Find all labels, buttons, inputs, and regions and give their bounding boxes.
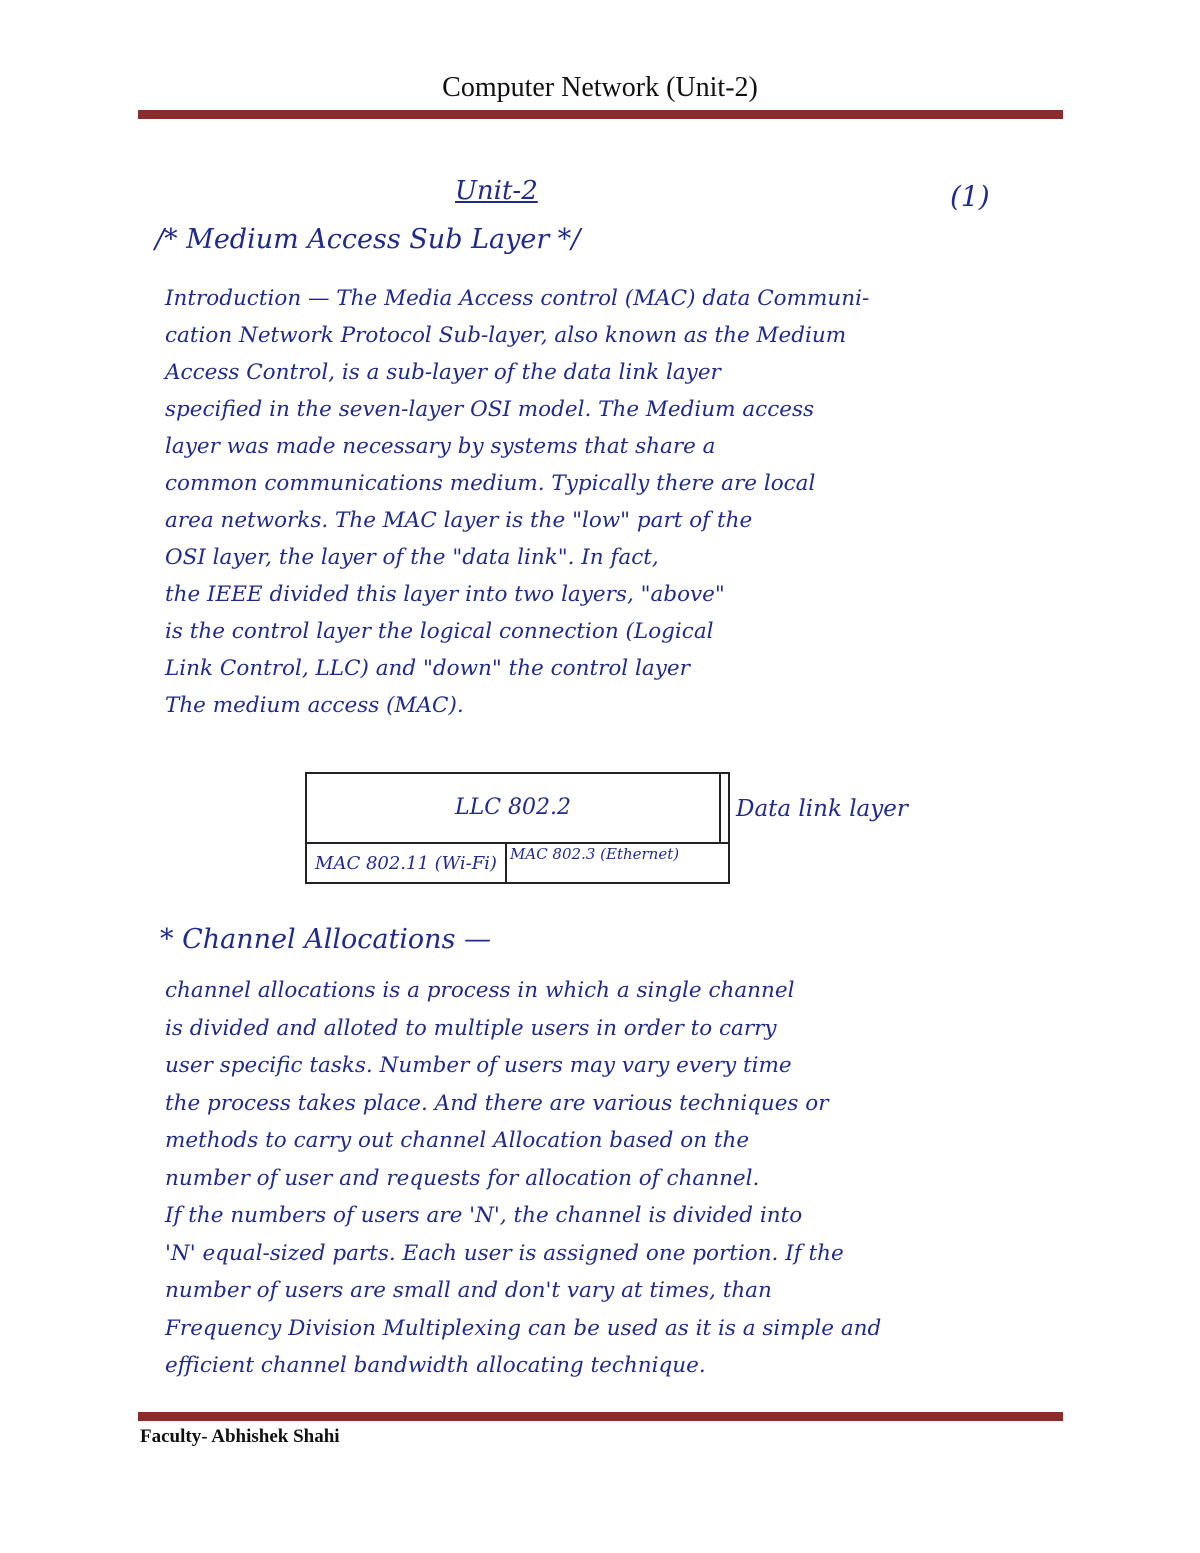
introduction-paragraph	[165, 280, 1065, 724]
text-line: area networks. The MAC layer is the "low" part of the	[165, 508, 753, 533]
text-line: number of users are small and don't vary at times, than	[165, 1278, 772, 1303]
text-line: If the numbers of users are 'N', the channel is divided into	[165, 1203, 803, 1228]
text-line: layer was made necessary by systems that share a	[165, 434, 716, 459]
text-line: is the control layer the logical connection (Logical	[165, 619, 714, 644]
text-line: The medium access (MAC).	[165, 693, 464, 718]
text-line: Link Control, LLC) and "down" the control layer	[165, 656, 690, 681]
text-line: the IEEE divided this layer into two layers, "above"	[165, 582, 725, 607]
text-line: efficient channel bandwidth allocating technique.	[165, 1353, 706, 1378]
section-heading-medium-access: /* Medium Access Sub Layer */	[155, 224, 581, 255]
text-line: Frequency Division Multiplexing can be used as it is a simple and	[165, 1315, 882, 1341]
text-line: specified in the seven-layer OSI model. The Medium access	[165, 397, 815, 422]
text-line: is divided and alloted to multiple users in order to carry	[165, 1015, 777, 1041]
text-line: cation Network Protocol Sub-layer, also known as the Medium	[165, 323, 847, 348]
text-line: methods to carry out channel Allocation based on the	[165, 1128, 750, 1153]
diagram-side-label: Data link layer	[736, 796, 908, 822]
text-line: common communications medium. Typically there are local	[165, 471, 816, 496]
mac-ethernet-cell: MAC 802.3 (Ethernet)	[510, 845, 680, 863]
mac-wifi-cell: MAC 802.11 (Wi-Fi)	[307, 844, 507, 882]
page-number: (1)	[950, 180, 990, 213]
header-rule	[138, 110, 1063, 119]
footer-rule	[138, 1412, 1063, 1421]
text-line: user specific tasks. Number of users may vary every time	[165, 1053, 792, 1078]
channel-allocation-paragraph	[165, 972, 1065, 1385]
text-line: the process takes place. And there are various techniques or	[165, 1090, 829, 1116]
text-line: channel allocations is a process in which a single channel	[165, 978, 795, 1003]
section-heading-channel-allocations: * Channel Allocations —	[160, 924, 492, 955]
footer-faculty: Faculty- Abhishek Shahi	[140, 1426, 340, 1447]
page-header-title: Computer Network (Unit-2)	[442, 72, 758, 103]
text-line: OSI layer, the layer of the "data link". In fact,	[165, 545, 659, 570]
llc-cell: LLC 802.2	[307, 774, 721, 842]
data-link-layer-diagram	[305, 772, 730, 884]
text-line: number of user and requests for allocation of channel.	[165, 1165, 760, 1191]
unit-heading: Unit-2	[455, 176, 538, 206]
text-line: Introduction — The Media Access control (MAC) data Communi-	[165, 286, 870, 311]
text-line: 'N' equal-sized parts. Each user is assigned one portion. If the	[165, 1240, 844, 1266]
text-line: Access Control, is a sub-layer of the data link layer	[165, 360, 721, 385]
